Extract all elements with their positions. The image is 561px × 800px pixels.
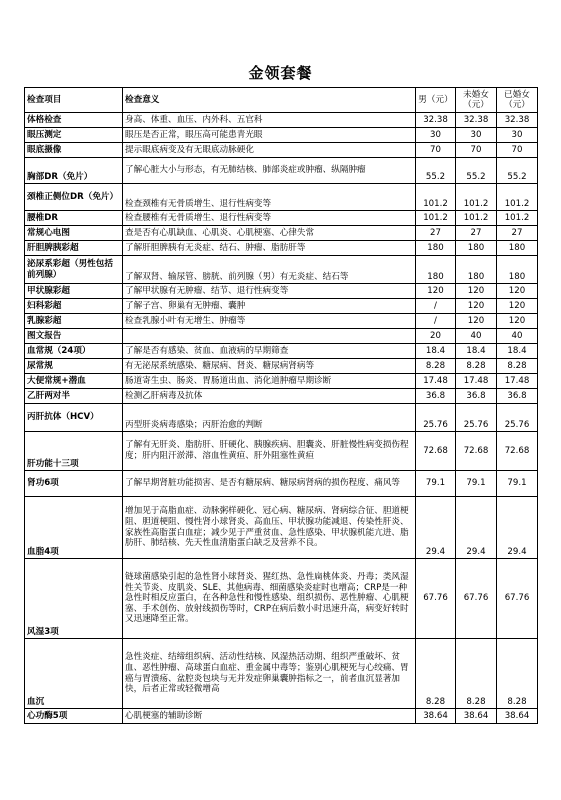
row-unmarried-price: 120	[456, 299, 497, 314]
table-row	[25, 432, 538, 471]
row-item: 眼压测定	[25, 128, 123, 143]
row-male-price: 18.4	[416, 344, 456, 359]
row-item: 丙肝抗体（HCV）	[25, 404, 123, 432]
row-item: 肝功能十三项	[25, 432, 123, 471]
row-item: 泌尿系彩超（男性包括前列腺）	[25, 256, 123, 284]
header-male-price: 男（元）	[416, 88, 456, 113]
row-male-price: 67.76	[416, 559, 456, 639]
row-male-price: 79.1	[416, 471, 456, 497]
header-unmarried-female-price: 未婚女（元）	[456, 88, 497, 113]
row-item: 妇科彩超	[25, 299, 123, 314]
row-married-price: 25.76	[497, 404, 538, 432]
table-row	[25, 211, 538, 226]
row-male-price: 72.68	[416, 432, 456, 471]
row-item: 大便常规+潜血	[25, 374, 123, 389]
table-row	[25, 404, 538, 432]
row-meaning: 了解双肾、输尿管、膀胱、前列腺（男）有无炎症、结石等	[123, 256, 416, 284]
row-married-price: 180	[497, 241, 538, 256]
row-meaning: 检查腰椎有无骨质增生、退行性病变等	[123, 211, 416, 226]
row-item: 肝胆脾胰彩超	[25, 241, 123, 256]
row-male-price: 55.2	[416, 158, 456, 184]
row-married-price: 30	[497, 128, 538, 143]
row-unmarried-price: 120	[456, 284, 497, 299]
row-married-price: 27	[497, 226, 538, 241]
row-unmarried-price: 120	[456, 314, 497, 329]
row-married-price: 38.64	[497, 709, 538, 724]
row-meaning: 检查乳腺小叶有无增生、肿瘤等	[123, 314, 416, 329]
row-unmarried-price: 29.4	[456, 497, 497, 559]
header-married-female-price: 已婚女（元）	[497, 88, 538, 113]
row-item: 心功酶5项	[25, 709, 123, 724]
row-meaning: 了解早期肾脏功能损害、是否有糖尿病、糖尿病肾病的损伤程度、痛风等	[123, 471, 416, 497]
row-married-price: 40	[497, 329, 538, 344]
row-meaning: 丙型肝炎病毒感染；丙肝治愈的判断	[123, 404, 416, 432]
table-row	[25, 359, 538, 374]
table-row	[25, 158, 538, 184]
table-header-row	[25, 88, 538, 113]
row-unmarried-price: 36.8	[456, 389, 497, 404]
row-unmarried-price: 18.4	[456, 344, 497, 359]
table-row	[25, 226, 538, 241]
row-male-price: 8.28	[416, 359, 456, 374]
row-meaning: 肠道寄生虫、肠炎、胃肠道出血、消化道肿瘤早期诊断	[123, 374, 416, 389]
document-title: 金领套餐	[248, 64, 313, 82]
row-married-price: 120	[497, 314, 538, 329]
row-married-price: 180	[497, 256, 538, 284]
row-male-price: 8.28	[416, 639, 456, 709]
row-item: 乙肝两对半	[25, 389, 123, 404]
row-male-price: /	[416, 299, 456, 314]
row-unmarried-price: 17.48	[456, 374, 497, 389]
row-male-price: 30	[416, 128, 456, 143]
row-unmarried-price: 101.2	[456, 211, 497, 226]
row-meaning: 了解有无肝炎、脂肪肝、肝硬化、胰腺疾病、胆囊炎、肝脏慢性病变损伤程度；肝内阻汗淤滞、溶血性黄疸、肝外阻塞性黄疸	[123, 432, 416, 471]
row-married-price: 29.4	[497, 497, 538, 559]
row-unmarried-price: 25.76	[456, 404, 497, 432]
row-married-price: 8.28	[497, 639, 538, 709]
row-male-price: 32.38	[416, 113, 456, 128]
row-unmarried-price: 67.76	[456, 559, 497, 639]
row-meaning: 增加见于高脂血症、动脉粥样硬化、冠心病、糖尿病、肾病综合征、胆道梗阻、胆道梗阻、慢性肾小球肾炎、高血压、甲状腺功能减退、传染性肝炎、家族性高脂蛋白血症；减少见于严重贫血、急性感染、甲状腺机能亢进、脂肪肝、肺结核、先天性血清脂蛋白缺乏及营养不良。	[123, 497, 416, 559]
table-row	[25, 374, 538, 389]
row-male-price: 101.2	[416, 211, 456, 226]
row-item: 甲状腺彩超	[25, 284, 123, 299]
row-item: 体格检查	[25, 113, 123, 128]
row-male-price: 27	[416, 226, 456, 241]
table-row	[25, 639, 538, 709]
row-meaning: 检查颈椎有无骨质增生、退行性病变等	[123, 184, 416, 211]
row-meaning: 身高、体重、血压、内外科、五官科	[123, 113, 416, 128]
row-male-price: 180	[416, 241, 456, 256]
row-married-price: 70	[497, 143, 538, 158]
row-male-price: 38.64	[416, 709, 456, 724]
row-unmarried-price: 8.28	[456, 639, 497, 709]
table-row	[25, 284, 538, 299]
row-married-price: 72.68	[497, 432, 538, 471]
table-row	[25, 128, 538, 143]
row-item: 乳腺彩超	[25, 314, 123, 329]
table-row	[25, 329, 538, 344]
row-male-price: 101.2	[416, 184, 456, 211]
row-male-price: 17.48	[416, 374, 456, 389]
row-item: 肾功6项	[25, 471, 123, 497]
row-item: 眼底摄像	[25, 143, 123, 158]
row-unmarried-price: 70	[456, 143, 497, 158]
row-unmarried-price: 27	[456, 226, 497, 241]
row-meaning: 提示眼底病变及有无眼底动脉硬化	[123, 143, 416, 158]
row-unmarried-price: 38.64	[456, 709, 497, 724]
row-married-price: 55.2	[497, 158, 538, 184]
row-unmarried-price: 8.28	[456, 359, 497, 374]
row-married-price: 67.76	[497, 559, 538, 639]
row-unmarried-price: 79.1	[456, 471, 497, 497]
table-row	[25, 184, 538, 211]
table-row	[25, 497, 538, 559]
row-item: 血脂4项	[25, 497, 123, 559]
row-unmarried-price: 32.38	[456, 113, 497, 128]
row-meaning: 心肌梗塞的辅助诊断	[123, 709, 416, 724]
row-unmarried-price: 72.68	[456, 432, 497, 471]
row-meaning: 了解子宫、卵巢有无肿瘤、囊肿	[123, 299, 416, 314]
row-unmarried-price: 30	[456, 128, 497, 143]
row-item: 风湿3项	[25, 559, 123, 639]
table-row	[25, 256, 538, 284]
row-married-price: 120	[497, 284, 538, 299]
row-meaning: 了解是否有感染、贫血、血液病的早期筛查	[123, 344, 416, 359]
row-meaning	[123, 329, 416, 344]
row-married-price: 101.2	[497, 211, 538, 226]
table-row	[25, 241, 538, 256]
row-married-price: 79.1	[497, 471, 538, 497]
row-meaning: 有无泌尿系统感染、糖尿病、肾炎、糖尿病肾病等	[123, 359, 416, 374]
row-unmarried-price: 55.2	[456, 158, 497, 184]
table-row	[25, 299, 538, 314]
row-male-price: 20	[416, 329, 456, 344]
row-item: 血常规（24项）	[25, 344, 123, 359]
row-married-price: 8.28	[497, 359, 538, 374]
header-meaning: 检查意义	[123, 88, 416, 113]
table-row	[25, 559, 538, 639]
row-meaning: 急性炎症、结缔组织病、活动性结核、风湿热活动期、组织严重破坏、贫血、恶性肿瘤、高球蛋白血症、重金属中毒等；鉴别心肌梗死与心绞痛、胃癌与胃溃疡、盆腔炎包块与无并发症卵巢囊肿指标之一，前者血沉显著加快，后者正常或轻微增高	[123, 639, 416, 709]
row-item: 血沉	[25, 639, 123, 709]
row-item: 颈椎正侧位DR（免片）	[25, 184, 123, 211]
row-male-price: 180	[416, 256, 456, 284]
row-meaning: 了解肝胆脾胰有无炎症、结石、肿瘤、脂肪肝等	[123, 241, 416, 256]
row-unmarried-price: 101.2	[456, 184, 497, 211]
row-meaning: 了解甲状腺有无肿瘤、结节、退行性病变等	[123, 284, 416, 299]
row-meaning: 链球菌感染引起的急性肾小球肾炎、猩红热、急性扁桃体炎、丹毒；类风湿性关节炎、皮肌炎、SLE、其他病毒、细菌感染炎症时也增高；CRP是一种急性时相反应蛋白，在各种急性和慢性感染、组织损伤、恶性肿瘤、心肌梗塞、手术创伤、放射线损伤等时，CRP在病后数小时迅速升高，病变好转时又迅速降至正常。	[123, 559, 416, 639]
table-row	[25, 471, 538, 497]
row-item: 图文报告	[25, 329, 123, 344]
row-male-price: /	[416, 314, 456, 329]
row-married-price: 17.48	[497, 374, 538, 389]
row-married-price: 36.8	[497, 389, 538, 404]
table-row	[25, 344, 538, 359]
row-item: 常规心电图	[25, 226, 123, 241]
row-male-price: 120	[416, 284, 456, 299]
row-meaning: 检测乙肝病毒及抗体	[123, 389, 416, 404]
row-married-price: 120	[497, 299, 538, 314]
table-row	[25, 143, 538, 158]
row-male-price: 70	[416, 143, 456, 158]
row-married-price: 18.4	[497, 344, 538, 359]
header-item: 检查项目	[25, 88, 123, 113]
table-row	[25, 389, 538, 404]
row-married-price: 101.2	[497, 184, 538, 211]
table-row	[25, 709, 538, 724]
row-meaning: 了解心脏大小与形态，有无肺结核、肺部炎症或肿瘤、纵隔肿瘤	[123, 158, 416, 184]
row-meaning: 查是否有心肌缺血、心肌炎、心肌梗塞、心律失常	[123, 226, 416, 241]
package-table	[24, 87, 538, 724]
row-unmarried-price: 180	[456, 241, 497, 256]
table-row	[25, 314, 538, 329]
row-item: 腰椎DR	[25, 211, 123, 226]
row-male-price: 29.4	[416, 497, 456, 559]
row-item: 胸部DR（免片）	[25, 158, 123, 184]
row-meaning: 眼压是否正常，眼压高可能患青光眼	[123, 128, 416, 143]
row-unmarried-price: 40	[456, 329, 497, 344]
row-item: 尿常规	[25, 359, 123, 374]
table-row	[25, 113, 538, 128]
row-male-price: 25.76	[416, 404, 456, 432]
row-unmarried-price: 180	[456, 256, 497, 284]
row-male-price: 36.8	[416, 389, 456, 404]
row-married-price: 32.38	[497, 113, 538, 128]
